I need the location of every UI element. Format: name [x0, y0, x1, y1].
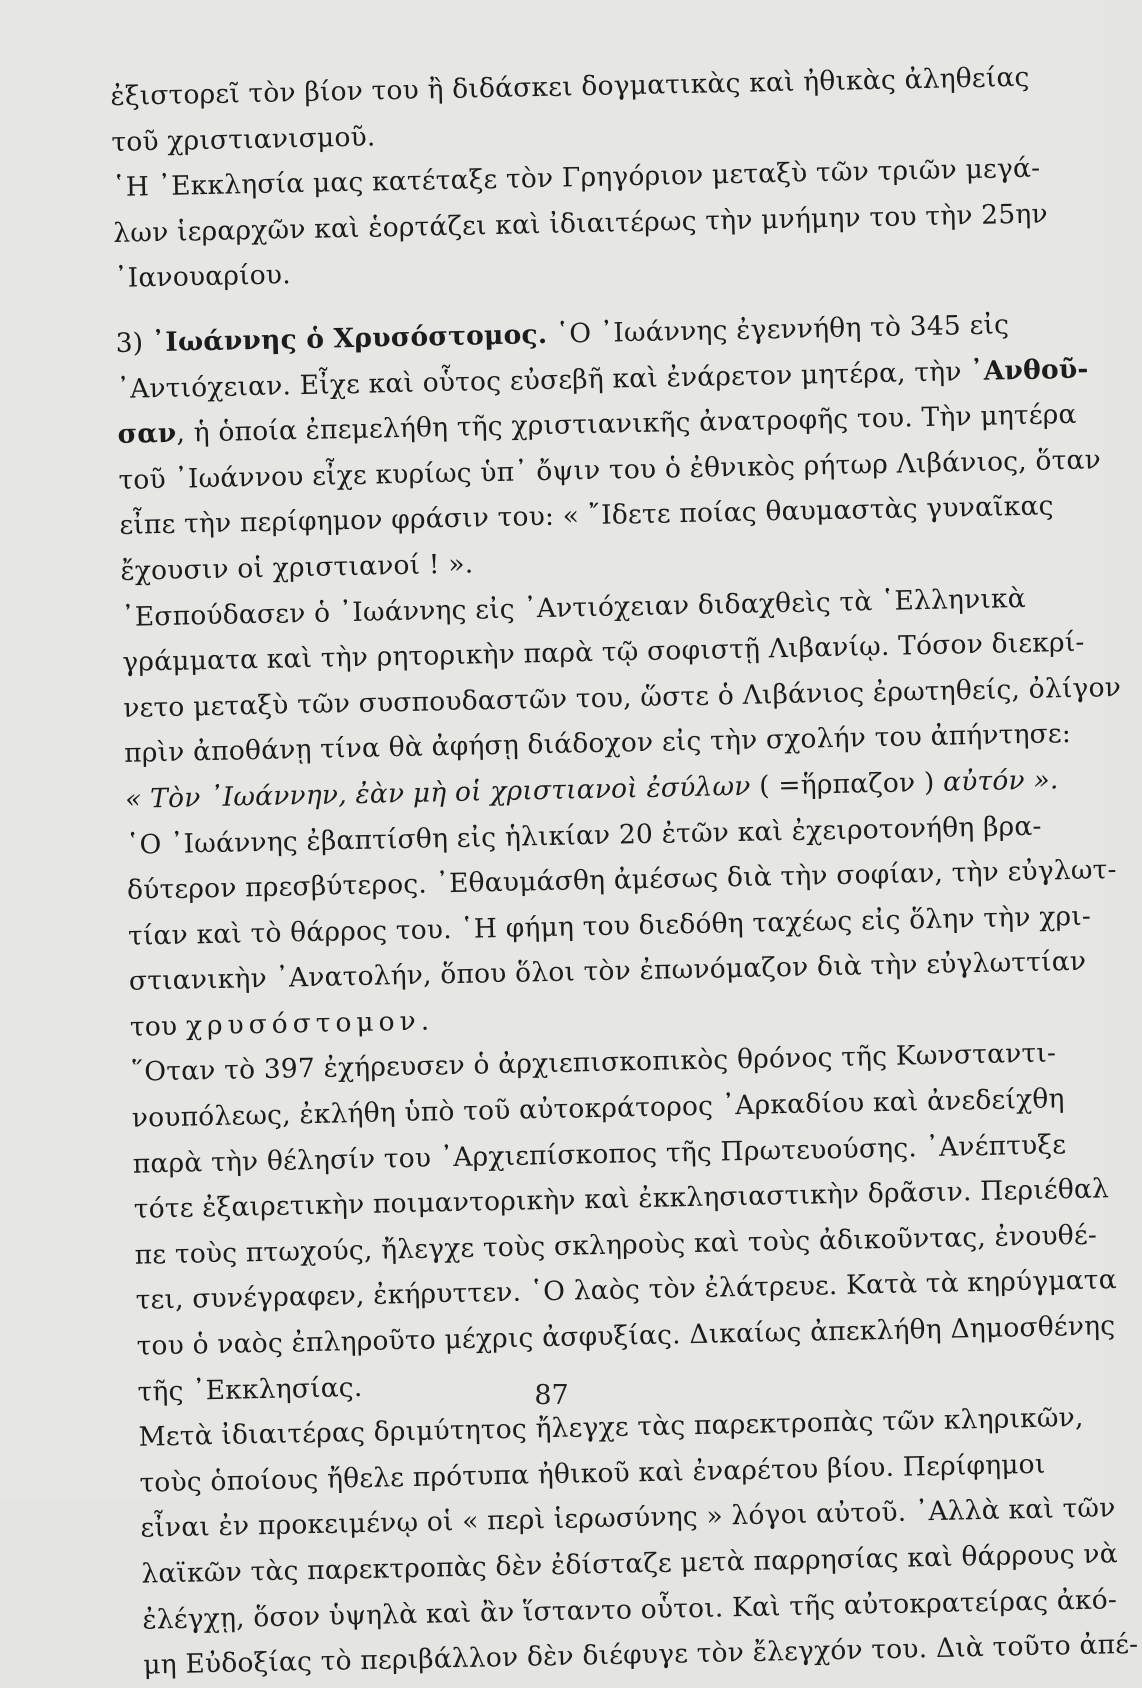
text-line: τει, συνέγραφεν, ἐκήρυττεν. ῾Ο λαὸς τὸν ἐλάτρευε. Κατὰ τὰ κηρύγματα: [135, 1264, 1118, 1317]
text-line: του ὁ ναὸς ἐπληροῦτο μέχρις ἀσφυξίας. Δικαίως ἀπεκλήθη Δημοσθένης: [136, 1310, 1116, 1362]
text-line: ᾽Ιανουαρίου.: [113, 259, 292, 295]
text-line: τίαν καὶ τὸ θάρρος του. ῾Η φήμη του διεδόθη ταχέως εἰς ὅλην τὴν χρι-: [127, 900, 1092, 952]
text-line: εἶπε τὴν περίφημον φράσιν του: « ῎Ιδετε ποίας θαυμαστὰς γυναῖκας: [119, 490, 1054, 542]
text-line: πε τοὺς πτωχούς, ἤλεγχε τοὺς σκληροὺς καὶ τοὺς ἀδικοῦντας, ἐνουθέ-: [134, 1219, 1098, 1271]
text-line: νετο μεταξὺ τῶν συσπουδαστῶν του, ὥστε ὁ Λιβάνιος ἐρωτηθείς, ὀλίγον: [122, 671, 1122, 724]
text-line: τοὺς ὁποίους ἤθελε πρότυπα ἠθικοῦ καὶ ἐναρέτου βίου. Περίφημοι: [139, 1448, 1046, 1499]
text-line: μη Εὐδοξίας τὸ περιβάλλον δὲν διέφυγε τὸν ἔλεγχόν του. Διὰ τοῦτο ἀπέ-: [143, 1629, 1139, 1681]
text-line: τοῦ χριστιανισμοῦ.: [111, 121, 376, 158]
text-fragment: ᾽Αντιόχειαν. Εἶχε καὶ οὗτος εὐσεβῆ καὶ ἐνάρετον μητέρα, τὴν: [116, 355, 971, 405]
section-heading: ᾽Ιωάννης ὁ Χρυσόστομος.: [151, 318, 548, 359]
text-line: ἐξιστορεῖ τὸν βίον του ἢ διδάσκει δογματικὰς καὶ ἠθικὰς ἀληθείας: [110, 61, 1030, 112]
bold-name: ᾽Ανθοῦ-: [969, 353, 1089, 387]
text-line: λων ἱεραρχῶν καὶ ἑορτάζει καὶ ἰδιαιτέρως τὴν μνήμην του τὴν 25ην: [113, 198, 1049, 249]
text-line: εἶναι ἐν προκειμένῳ οἱ « περὶ ἱερωσύνης » λόγοι αὐτοῦ. ᾽Αλλὰ καὶ τῶν: [140, 1492, 1116, 1545]
text-line: ἐλέγχῃ, ὅσον ὑψηλὰ καὶ ἂν ἵσταντο οὗτοι. Καὶ τῆς αὐτοκρατείρας ἀκό-: [142, 1583, 1118, 1636]
text-line: Μετὰ ἰδιαιτέρας δριμύτητος ἤλεγχε τὰς παρεκτροπὰς τῶν κληρικῶν,: [138, 1402, 1084, 1453]
body-text: [110, 56, 1139, 1688]
text-line: ἔχουσιν οἱ χριστιανοί ! ».: [120, 548, 474, 587]
text-line: τότε ἐξαιρετικὴν ποιμαντορικὴν καὶ ἐκκλησιαστικὴν δρᾶσιν. Περιέθαλ: [133, 1173, 1110, 1225]
section-number: 3): [115, 327, 153, 359]
text-line: ῾Ο ᾽Ιωάννης ἐβαπτίσθη εἰς ἡλικίαν 20 ἐτῶν καὶ ἐχειροτονήθη βρα-: [125, 810, 1042, 861]
text-line: τῆς ᾽Εκκλησίας.: [137, 1371, 363, 1408]
text-line: τοῦ ᾽Ιωάννου εἶχε κυρίως ὑπ᾽ ὄψιν του ὁ ἐθνικὸς ρήτωρ Λιβάνιος, ὅταν: [118, 444, 1102, 496]
text-fragment: του: [129, 1010, 187, 1043]
text-line: παρὰ τὴν θέλησίν του ᾽Αρχιεπίσκοπος τῆς Πρωτευούσης. ᾽Ανέπτυξε: [132, 1128, 1067, 1180]
spaced-word: χρυσόστομον.: [185, 1005, 435, 1042]
text-line: λαϊκῶν τὰς παρεκτροπὰς δὲν ἐδίσταζε μετὰ παρρησίας καὶ θάρρους νὰ: [141, 1538, 1119, 1590]
gloss: ( =ἥρπαζον ): [750, 766, 944, 802]
text-line: δύτερον πρεσβύτερος. ᾽Εθαυμάσθη ἀμέσως διὰ τὴν σοφίαν, τὴν εὐγλωτ-: [126, 854, 1117, 906]
page-number: 87: [534, 1380, 569, 1411]
italic-quote: « Τὸν ᾽Ιωάννην, ἐὰν μὴ οἱ χριστιανοὶ ἐσύλων: [124, 770, 751, 815]
text-line: ῞Οταν τὸ 397 ἐχήρευσεν ὁ ἀρχιεπισκοπικὸς θρόνος τῆς Κωνσταντι-: [130, 1037, 1057, 1089]
text-line: ᾽Εσπούδασεν ὁ ᾽Ιωάννης εἰς ᾽Αντιόχειαν διδαχθεὶς τὰ ῾Ελληνικὰ: [121, 582, 1027, 633]
text-line: νουπόλεως, ἐκλήθη ὑπὸ τοῦ αὐτοκράτορος ᾽Αρκαδίου καὶ ἀνεδείχθη: [131, 1083, 1065, 1134]
text-line: γράμματα καὶ τὴν ρητορικὴν παρὰ τῷ σοφιστῇ Λιβανίῳ. Τόσον διεκρί-: [122, 626, 1085, 678]
italic-quote-end: αὐτόν ».: [942, 764, 1059, 798]
text-line: πρὶν ἀποθάνῃ τίνα θὰ ἀφήσῃ διάδοχον εἰς τὴν σχολήν του ἀπήντησε:: [123, 718, 1072, 770]
text-line: στιανικὴν ᾽Ανατολήν, ὅπου ὅλοι τὸν ἐπωνόμαζον διὰ τὴν εὐγλωττίαν: [128, 946, 1087, 998]
text-fragment: ῾Ο ᾽Ιωάννης ἐγεννήθη τὸ 345 εἰς: [546, 309, 1010, 350]
text-line: ῾Η ᾽Εκκλησία μας κατέταξε τὸν Γρηγόριον μεταξὺ τῶν τριῶν μεγά-: [112, 152, 1041, 204]
bold-name: σαν: [117, 417, 177, 451]
text-fragment: , ἡ ὁποία ἐπεμελήθη τῆς χριστιανικῆς ἀνατροφῆς του. Τὴν μητέρα: [176, 398, 1077, 449]
